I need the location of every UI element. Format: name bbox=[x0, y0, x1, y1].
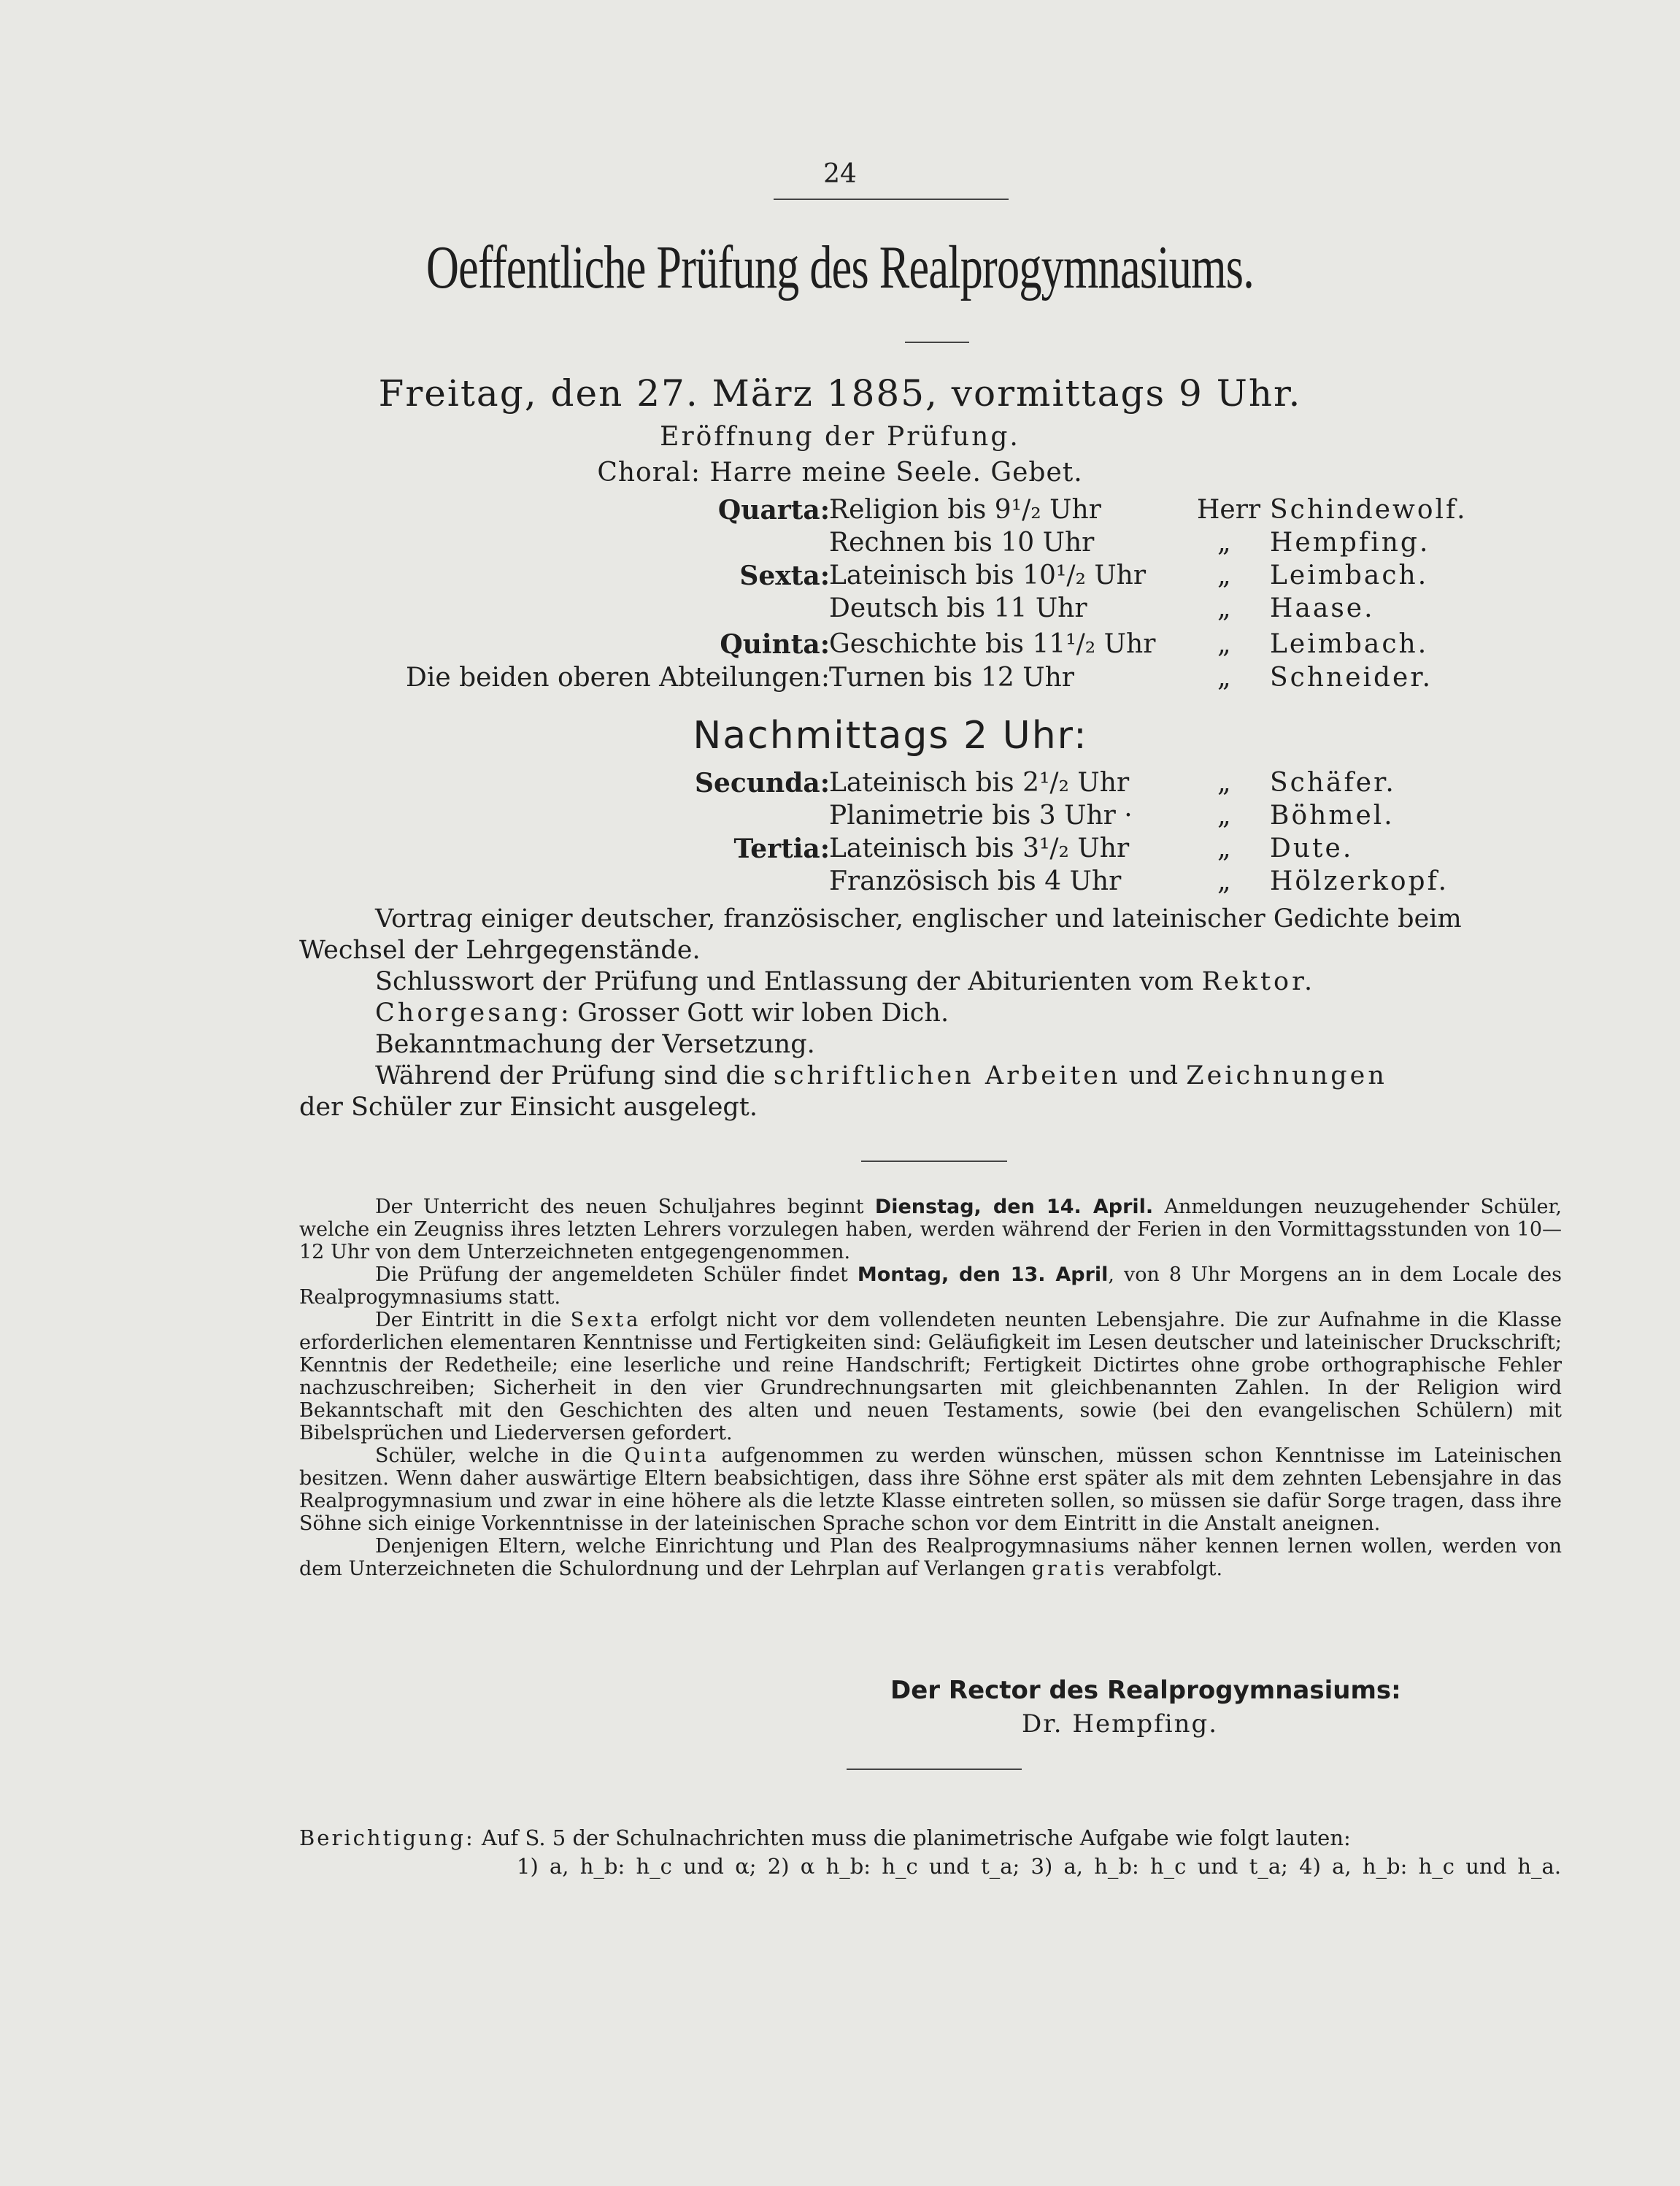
schedule-row bbox=[0, 495, 1680, 530]
subject-time: Lateinisch bis 2¹/₂ Uhr bbox=[829, 768, 1130, 798]
notice-paragraph: Der Eintritt in die Sexta erfolgt nicht vor dem vollendeten neunten Lebensjahre. Die zur Aufnahme in die Klasse erforderlichen elementaren Kenntnisse und Fertigkeiten sind: Geläufigkeit im Lesen deutscher und lateinischer Druckschrift; Kenntnis der Redetheile; eine leserliche und reine Handschrift; Fertigkeit Dictirtes ohne grobe orthographische Fehler nachzuschreiben; Sicherheit in den vier Grundrechnungsarten mit gleichbenannten Zahlen. In der Religion wird Bekanntschaft mit den Geschichten des alten und neuen Testaments, sowie (bei den evangelischen Schülern) mit Bibelsprüchen und Liederversen gefordert. bbox=[299, 1309, 1562, 1444]
program-line: Chorgesang: Grosser Gott wir loben Dich. bbox=[375, 998, 949, 1028]
opening-line: Eröffnung der Prüfung. bbox=[660, 422, 1020, 452]
subject-time: Lateinisch bis 10¹/₂ Uhr bbox=[829, 561, 1147, 590]
subject-time: Turnen bis 12 Uhr bbox=[829, 663, 1074, 693]
teacher-name: Hempfing. bbox=[1270, 528, 1430, 558]
program-text bbox=[299, 904, 1562, 1123]
notice-paragraph: Die Prüfung der angemeldeten Schüler findet Montag, den 13. April, von 8 Uhr Morgens an in dem Locale des Realprogymnasiums statt. bbox=[299, 1263, 1562, 1309]
class-label: Quarta: bbox=[717, 495, 830, 526]
page-title: Oeffentliche Prüfung des Realprogymnasiums. bbox=[425, 234, 1255, 301]
afternoon-heading: Nachmittags 2 Uhr: bbox=[693, 714, 1088, 758]
notice-paragraph: Schüler, welche in die Quinta aufgenommen zu werden wünschen, müssen schon Kenntnisse im Lateinischen besitzen. Wenn daher auswärtige Eltern beabsichtigen, dass ihre Söhne erst später als mit dem zehnten Lebensjahre in das Realprogymnasium und zwar in eine höhere als die letzte Klasse eintreten sollen, so müssen sie dafür Sorge tragen, dass ihre Söhne sich einige Vorkenntnisse in der lateinischen Sprache schon vor dem Eintritt in die Anstalt aneignen. bbox=[299, 1444, 1563, 1535]
divider bbox=[905, 342, 969, 343]
ditto-mark: „ bbox=[1217, 866, 1231, 896]
program-line: Während der Prüfung sind die schriftlichen Arbeiten und Zeichnungen bbox=[375, 1061, 1387, 1090]
rector-heading: Der Rector des Realprogymnasiums: bbox=[890, 1676, 1401, 1705]
notice-paragraph: Denjenigen Eltern, welche Einrichtung und Plan des Realprogymnasiums näher kennen lernen wollen, werden von dem Unterzeichneten die Schulordnung und der Lehrplan auf Verlangen gratis verabfolgt. bbox=[299, 1535, 1562, 1580]
schedule-row bbox=[0, 561, 1680, 596]
class-label: Tertia: bbox=[733, 834, 830, 864]
date-heading: Freitag, den 27. März 1885, vormittags 9 Uhr. bbox=[378, 372, 1302, 415]
choral-line: Choral: Harre meine Seele. Gebet. bbox=[597, 458, 1083, 488]
subject-time: Rechnen bis 10 Uhr bbox=[829, 528, 1095, 558]
subject-time: Lateinisch bis 3¹/₂ Uhr bbox=[829, 834, 1130, 863]
program-line: der Schüler zur Einsicht ausgelegt. bbox=[299, 1093, 758, 1122]
ditto-mark: „ bbox=[1217, 801, 1231, 831]
schedule-row bbox=[0, 629, 1680, 664]
ditto-mark: „ bbox=[1217, 768, 1231, 798]
signature-name: Dr. Hempfing. bbox=[1022, 1709, 1219, 1739]
correction-text: Auf S. 5 der Schulnachrichten muss die planimetrische Aufgabe wie folgt lauten: bbox=[474, 1825, 1351, 1850]
subject-time: Planimetrie bis 3 Uhr · bbox=[829, 801, 1133, 831]
class-label: Sexta: bbox=[739, 561, 830, 591]
divider bbox=[774, 199, 1009, 200]
schedule-row bbox=[0, 866, 1680, 901]
subject-time: Französisch bis 4 Uhr bbox=[829, 866, 1122, 896]
teacher-name: Hölzerkopf. bbox=[1270, 866, 1449, 896]
schedule-row bbox=[0, 593, 1680, 628]
divider bbox=[847, 1769, 1022, 1770]
program-line: Vortrag einiger deutscher, französischer, englischer und lateinischer Gedichte beim bbox=[375, 904, 1462, 934]
teacher-name: Leimbach. bbox=[1270, 561, 1429, 590]
teacher-name: Dute. bbox=[1270, 834, 1354, 863]
teacher-name: Haase. bbox=[1270, 593, 1375, 623]
class-label: Die beiden oberen Abteilungen: bbox=[405, 663, 830, 693]
page-number: 24 bbox=[823, 159, 857, 189]
program-line: Wechsel der Lehrgegenstände. bbox=[299, 936, 701, 965]
schedule-row bbox=[0, 528, 1680, 563]
schedule-row bbox=[0, 663, 1680, 698]
ditto-mark: „ bbox=[1217, 629, 1231, 659]
ditto-mark: „ bbox=[1217, 561, 1231, 590]
program-line: Bekanntmachung der Versetzung. bbox=[375, 1030, 815, 1059]
divider bbox=[861, 1161, 1007, 1162]
ditto-mark: „ bbox=[1217, 663, 1231, 693]
correction-note bbox=[299, 1825, 1351, 1851]
teacher-name: Böhmel. bbox=[1270, 801, 1395, 831]
ditto-mark: „ bbox=[1217, 528, 1231, 558]
subject-time: Deutsch bis 11 Uhr bbox=[829, 593, 1087, 623]
correction-formula: 1) a, h_b: h_c und α; 2) α h_b: h_c und t_a; 3) a, h_b: h_c und t_a; 4) a, h_b: h_c und h_a. bbox=[517, 1854, 1562, 1879]
enrollment-notice bbox=[299, 1196, 1562, 1580]
schedule-row bbox=[0, 834, 1680, 869]
program-line: Schlusswort der Prüfung und Entlassung der Abiturienten vom Rektor. bbox=[375, 967, 1316, 996]
correction-label: Berichtigung: bbox=[299, 1825, 475, 1850]
teacher-name: Schindewolf. bbox=[1270, 495, 1468, 525]
schedule-row bbox=[0, 801, 1680, 836]
notice-paragraph: Der Unterricht des neuen Schuljahres beginnt Dienstag, den 14. April. Anmeldungen neuzugehender Schüler, welche ein Zeugniss ihres letzten Lehrers vorzulegen haben, werden während der Ferien in den Vormittagsstunden von 10—12 Uhr von dem Unterzeichneten entgegengenommen. bbox=[299, 1196, 1562, 1263]
teacher-name: Schneider. bbox=[1270, 663, 1433, 693]
ditto-mark: „ bbox=[1217, 834, 1231, 863]
class-label: Secunda: bbox=[695, 768, 830, 798]
class-label: Quinta: bbox=[720, 629, 830, 660]
ditto-mark: „ bbox=[1217, 593, 1231, 623]
schedule-row bbox=[0, 768, 1680, 803]
teacher-name: Schäfer. bbox=[1270, 768, 1396, 798]
teacher-title: Herr bbox=[1197, 495, 1261, 525]
subject-time: Religion bis 9¹/₂ Uhr bbox=[829, 495, 1101, 525]
teacher-name: Leimbach. bbox=[1270, 629, 1429, 659]
subject-time: Geschichte bis 11¹/₂ Uhr bbox=[829, 629, 1156, 659]
